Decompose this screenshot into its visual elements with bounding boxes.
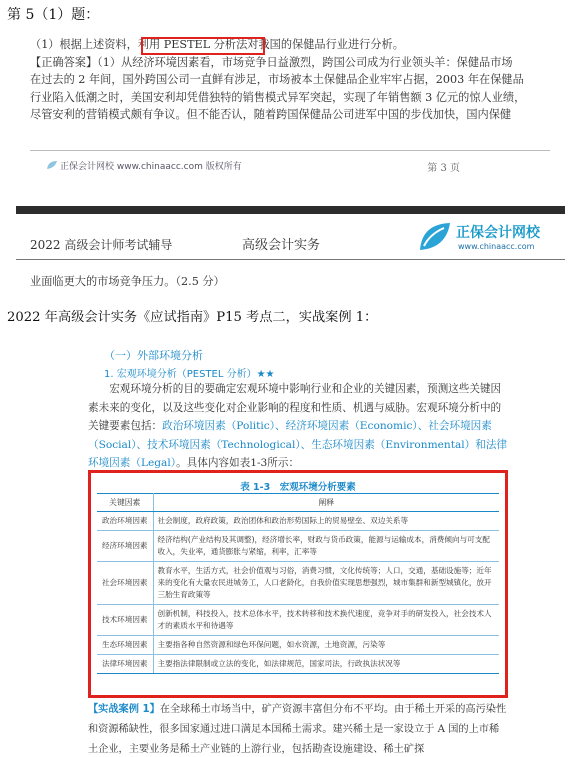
row-factor: 生态环境因素 [97,636,153,655]
row-factor: 技术环境因素 [97,605,153,636]
table-row [97,531,499,562]
answer-page-fragment [30,36,550,124]
row-explanation: 教育水平，生活方式，社会价值观与习俗，消费习惯，文化传统等；人口，交通，基础设施等；近年来的变化有大量农民进城务工，人口老龄化，自我价值实现思想强烈，城市集群和新型城镇化，放开三胎生育政策等 [153,562,499,605]
answer-continuation: 业面临更大的市场竞争压力。（2.5 分） [30,275,225,288]
table-row [97,636,499,655]
row-factor: 政治环境因素 [97,512,153,531]
case-tag: 【实战案例 1】 [88,704,160,715]
col-header-explanation: 阐释 [153,494,499,512]
answer-line-4: 尽管安利的营销模式颇有争议。但不能否认，随着跨国保健品公司进军中国的步伐加快，国内保健 [30,108,512,122]
row-explanation: 创新机制，科技投入，技术总体水平，技术转移和技术换代速度，竞争对手的研发投入，社会技术人才的素质水平和待遇等 [153,605,499,636]
leaf-logo-icon [46,160,58,170]
table-header-row [97,494,499,512]
row-explanation: 社会制度，政府政策，政治团体和政治形势国际上的贸易壁垒、双边关系等 [153,512,499,531]
table-highlight-box [88,470,508,698]
question-title: 第 5（1）题： [7,7,100,23]
answer-line-2: 在过去的 2 年间，国外跨国公司一直鲜有涉足，市场被本土保健品企业牢牢占据，2003 年在保健品 [30,73,524,87]
para-text-2: 。具体内容如表1-3所示： [176,457,300,470]
page-footer [30,150,550,178]
row-explanation: 主要指法律限制或立法的变化，如法律规范，国家司法，行政执法状况等 [153,655,499,674]
row-factor: 社会环境因素 [97,562,153,605]
table-row [97,655,499,674]
book-heading-1: （一）外部环境分析 [104,349,203,362]
footer-page-number: 第 3 页 [427,163,460,174]
book-paragraph [88,380,508,473]
row-factor: 经济环境因素 [97,531,153,562]
answer-line-3: 行业陷入低潮之时，美国安利却凭借独特的销售模式异军突起，实现了年销售额 3 亿元的惊人业绩， [30,90,526,104]
row-explanation: 主要指各种自然资源和绿色环保问题，如水资源，土地资源，污染等 [153,636,499,655]
brand-url: www.chinaacc.com [458,242,535,251]
header-course: 2022 高级会计师考试辅导 [30,238,173,252]
col-header-factor: 关键因素 [97,494,153,512]
table-title: 表 1-3 宏观环境分析要素 [240,482,356,493]
table-row [97,562,499,605]
answer-line-1: 【正确答案】（1）从经济环境因素看，市场竞争日益激烈，跨国公司成为行业领头羊：保健品市场 [30,55,513,69]
question-text: （1）根据上述资料，利用 PESTEL 分析法对我国的保健品行业进行分析。 [30,38,404,51]
table-row [97,605,499,636]
row-explanation: 经济结构(产业结构及其调整)，经济增长率，财政与货币政策，能源与运输成本，消费倾向与可支配收入，失业率，通货膨胀与紧缩，利率，汇率等 [153,531,499,562]
leaf-logo-icon [416,220,452,254]
para-text-1: 宏观环境分析的目的要确定宏观环境中影响行业和企业的关键因素，预测这些关键因素未来的变化，以及这些变化对企业影响的程度和性质、机遇与威胁。宏观环境分析中的关键要素包括： [88,383,502,433]
brand-logo [416,220,561,256]
section-title: 2022 年高级会计实务《应试指南》P15 考点二，实战案例 1： [7,310,378,325]
table-row [97,512,499,531]
highlight-box [141,37,265,55]
pestel-table [97,493,499,674]
header-subject: 高级会计实务 [242,238,321,253]
book-heading-2: 1. 宏观环境分析（PESTEL 分析）★★ [104,369,275,380]
para-factors: 政治环境因素（Politic）、经济环境因素（Economic）、社会环境因素（Social）、技术环境因素（Technological）、生态环境因素（Environmental）和法律环境因素（Legal） [88,420,508,470]
brand-name: 正保会计网校 [456,225,540,241]
page-separator [16,206,565,214]
case-paragraph [88,700,508,757]
case-text: 在全球稀土市场当中，矿产资源丰富但分布不平均。由于稀土开采的高污染性和资源稀缺性，很多国家通过进口满足本国稀土需求。建兴稀土是一家设立于 A 国的上市稀土企业，主要业务是稀土产业链的上游行业，包括勘查设施建设、稀土矿探 [88,704,507,755]
footer-site: 正保会计网校 www.chinaacc.com 版权所有 [46,159,242,172]
row-factor: 法律环境因素 [97,655,153,674]
textbook-excerpt [80,335,514,757]
page-header [16,214,565,260]
